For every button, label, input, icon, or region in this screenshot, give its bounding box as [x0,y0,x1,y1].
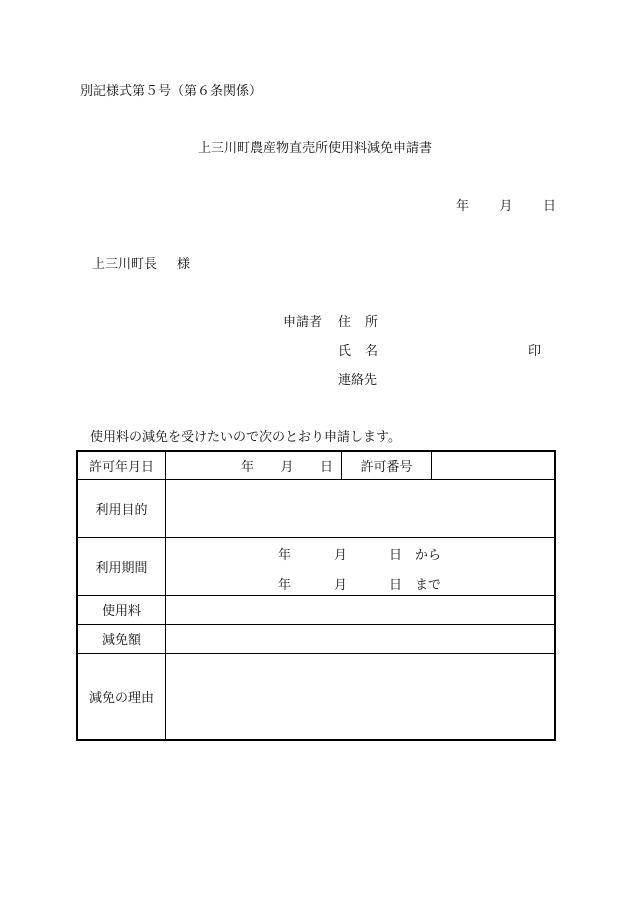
reason-row [77,653,555,740]
reduction-amount-row [77,624,555,653]
addressee [92,253,190,272]
from-year-unit: 年 [278,547,292,563]
period-from [278,544,441,563]
address-label [338,311,378,330]
fee-label: 使用料 [77,595,166,624]
permit-month-unit: 月 [280,459,294,475]
period-label: 利用期間 [77,537,166,595]
contact-label: 連絡先 [338,373,378,388]
date-month-label: 月 [499,199,513,214]
fee-field[interactable] [166,595,556,624]
address-label-char-1: 住 [338,315,352,330]
application-statement: 使用料の減免を受けたいので次のとおり申請します。 [90,430,401,445]
to-year-unit: 年 [278,577,292,593]
document-title: 上三川町農産物直売所使用料減免申請書 [197,141,432,156]
purpose-field[interactable] [166,479,556,537]
from-day-unit: 日 [389,547,403,563]
reduction-amount-field[interactable] [166,624,556,653]
reduction-amount-label: 減免額 [77,624,166,653]
fee-row [77,595,555,624]
to-day-unit: 日 [389,577,403,593]
date-day-label: 日 [542,199,556,214]
address-label-char-2: 所 [365,315,379,330]
from-suffix: から [415,547,442,563]
permit-row [77,451,555,479]
addressee-name: 上三川町長 [92,257,158,272]
permit-day-unit: 日 [319,459,333,475]
seal-mark: 印 [528,344,542,359]
name-label-char-1: 氏 [338,344,352,359]
period-field[interactable] [166,537,556,595]
reason-label: 減免の理由 [77,653,166,740]
permit-number-field[interactable] [432,451,556,479]
addressee-honorific: 様 [177,257,191,272]
form-code: 別記様式第５号（第６条関係） [80,84,263,99]
purpose-row [77,479,555,537]
applicant-label: 申請者 [283,315,323,330]
from-month-unit: 月 [334,547,348,563]
name-label-char-2: 名 [365,344,379,359]
purpose-label: 利用目的 [77,479,166,537]
permit-number-label: 許可番号 [342,451,432,479]
period-to [278,574,441,593]
permit-date-field[interactable] [166,451,342,479]
permit-date-label: 許可年月日 [77,451,166,479]
period-row [77,537,555,595]
permit-year-unit: 年 [241,459,255,475]
application-form-table [76,450,556,741]
name-label [338,340,378,359]
application-date [456,195,556,214]
date-year-label: 年 [456,199,470,214]
to-month-unit: 月 [334,577,348,593]
reason-field[interactable] [166,653,556,740]
to-suffix: まで [415,577,442,593]
